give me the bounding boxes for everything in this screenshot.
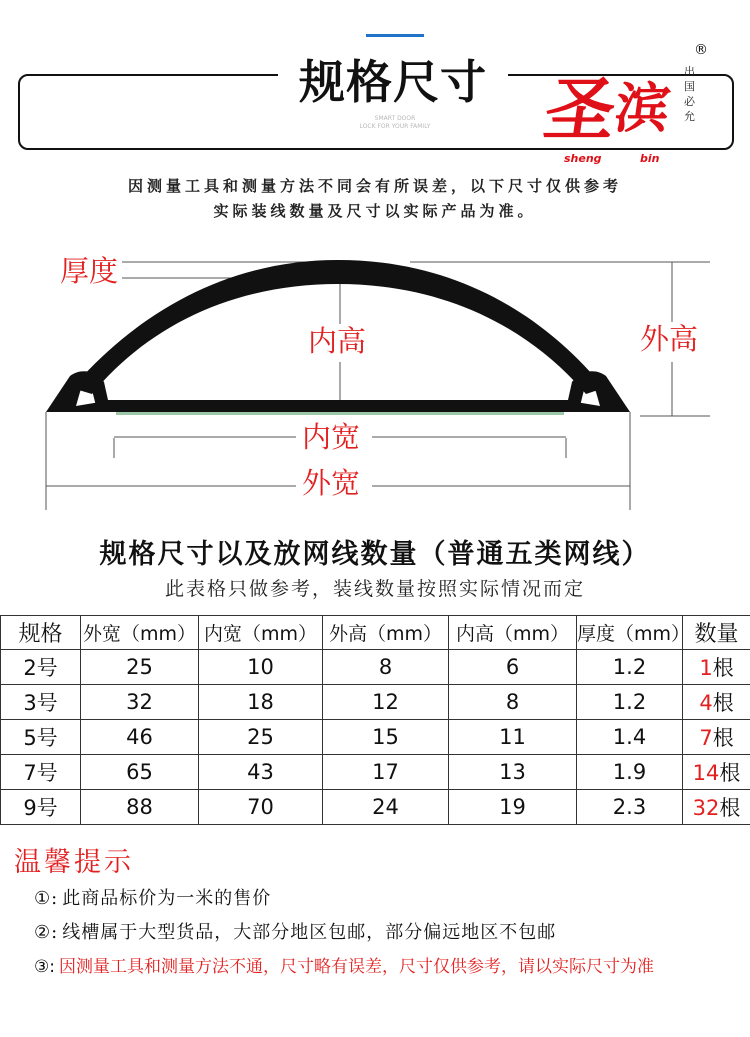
cell-thickness: 1.2 xyxy=(577,650,683,685)
table-row xyxy=(1,685,750,720)
tip-text: 此商品标价为一米的售价 xyxy=(62,888,272,909)
tip-text: 因测量工具和测量方法不通，尺寸略有误差，尺寸仅供参考，请以实际尺寸为准 xyxy=(58,957,654,977)
table-header-row xyxy=(1,616,750,650)
brand-tagline-line1: SMART DOOR xyxy=(374,115,416,122)
cell-spec: 9号 xyxy=(1,790,81,825)
logo-vertical-text: 出国必允 xyxy=(684,65,695,123)
tips-title: 温馨提示 xyxy=(14,847,134,878)
table-row xyxy=(1,790,750,825)
spec-table xyxy=(0,615,750,825)
header-inner-height: 内高（mm） xyxy=(449,616,577,650)
cell-quantity xyxy=(683,790,750,825)
cell-outer-height: 15 xyxy=(323,720,449,755)
cell-inner-height: 11 xyxy=(449,720,577,755)
registered-mark: ® xyxy=(694,42,708,58)
cell-inner-height: 8 xyxy=(449,685,577,720)
table-title: 规格尺寸以及放网线数量（普通五类网线） xyxy=(99,539,651,570)
quantity-number: 1 xyxy=(699,656,713,680)
header-inner-width: 内宽（mm） xyxy=(199,616,323,650)
table-subtitle: 此表格只做参考，装线数量按照实际情况而定 xyxy=(164,578,585,600)
cell-inner-height: 13 xyxy=(449,755,577,790)
page-title: 规格尺寸 xyxy=(299,55,487,109)
cell-inner-height: 19 xyxy=(449,790,577,825)
cell-thickness: 1.9 xyxy=(577,755,683,790)
disclaimer-line2: 实际装线数量及尺寸以实际产品为准。 xyxy=(213,202,537,220)
label-outer-height: 外高 xyxy=(636,322,702,356)
cell-outer-height: 12 xyxy=(323,685,449,720)
cell-inner-width: 10 xyxy=(199,650,323,685)
brand-logo xyxy=(539,42,720,172)
label-inner-height: 内高 xyxy=(304,324,370,358)
tip-item xyxy=(34,918,556,944)
disclaimer-line1: 因测量工具和测量方法不同会有所误差，以下尺寸仅供参考 xyxy=(127,177,622,195)
quantity-number: 7 xyxy=(699,726,713,750)
cell-outer-height: 17 xyxy=(323,755,449,790)
tip-item xyxy=(34,884,271,910)
quantity-number: 4 xyxy=(699,691,713,715)
cell-thickness: 1.4 xyxy=(577,720,683,755)
table-row xyxy=(1,650,750,685)
cell-outer-width: 32 xyxy=(81,685,199,720)
table-row xyxy=(1,755,750,790)
cell-inner-width: 18 xyxy=(199,685,323,720)
cell-outer-width: 25 xyxy=(81,650,199,685)
tip-marker: ②: xyxy=(34,922,59,943)
quantity-unit: 根 xyxy=(712,691,734,715)
dimension-diagram xyxy=(0,240,750,525)
blue-accent-bar xyxy=(366,34,424,37)
cell-inner-height: 6 xyxy=(449,650,577,685)
logo-pinyin-bin: bin xyxy=(640,152,660,165)
cell-spec: 7号 xyxy=(1,755,81,790)
cell-quantity xyxy=(683,650,750,685)
quantity-unit: 根 xyxy=(719,761,741,785)
base-strip xyxy=(116,412,564,415)
cell-quantity xyxy=(683,685,750,720)
tip-item xyxy=(34,952,654,977)
label-thickness: 厚度 xyxy=(56,254,122,288)
cell-inner-width: 43 xyxy=(199,755,323,790)
quantity-unit: 根 xyxy=(712,726,734,750)
cell-inner-width: 25 xyxy=(199,720,323,755)
logo-char-sheng: 圣 xyxy=(539,68,622,151)
label-inner-width: 内宽 xyxy=(298,420,364,454)
cell-spec: 3号 xyxy=(1,685,81,720)
cell-outer-height: 8 xyxy=(323,650,449,685)
tip-marker: ③: xyxy=(34,957,55,977)
cell-outer-width: 46 xyxy=(81,720,199,755)
label-outer-width: 外宽 xyxy=(298,466,364,500)
cell-outer-width: 88 xyxy=(81,790,199,825)
brand-tagline xyxy=(330,115,460,131)
cell-thickness: 1.2 xyxy=(577,685,683,720)
cell-quantity xyxy=(683,755,750,790)
brand-tagline-line2: LOCK FOR YOUR FAMILY xyxy=(359,123,431,130)
logo-char-bin: 滨 xyxy=(611,76,675,140)
cell-outer-width: 65 xyxy=(81,755,199,790)
quantity-number: 14 xyxy=(692,761,720,785)
quantity-number: 32 xyxy=(692,796,720,820)
tip-marker: ①: xyxy=(34,888,59,909)
cell-outer-height: 24 xyxy=(323,790,449,825)
quantity-unit: 根 xyxy=(712,656,734,680)
table-row xyxy=(1,720,750,755)
header-spec: 规格 xyxy=(1,616,81,650)
cell-spec: 5号 xyxy=(1,720,81,755)
measurement-disclaimer xyxy=(0,174,750,224)
cell-inner-width: 70 xyxy=(199,790,323,825)
tip-text: 线槽属于大型货品，大部分地区包邮，部分偏远地区不包邮 xyxy=(62,922,557,943)
header-outer-width: 外宽（mm） xyxy=(81,616,199,650)
header-quantity: 数量 xyxy=(683,616,750,650)
logo-pinyin-sheng: sheng xyxy=(564,152,602,165)
cell-thickness: 2.3 xyxy=(577,790,683,825)
cell-spec: 2号 xyxy=(1,650,81,685)
quantity-unit: 根 xyxy=(719,796,741,820)
header-thickness: 厚度（mm） xyxy=(577,616,683,650)
cell-quantity xyxy=(683,720,750,755)
header-outer-height: 外高（mm） xyxy=(323,616,449,650)
